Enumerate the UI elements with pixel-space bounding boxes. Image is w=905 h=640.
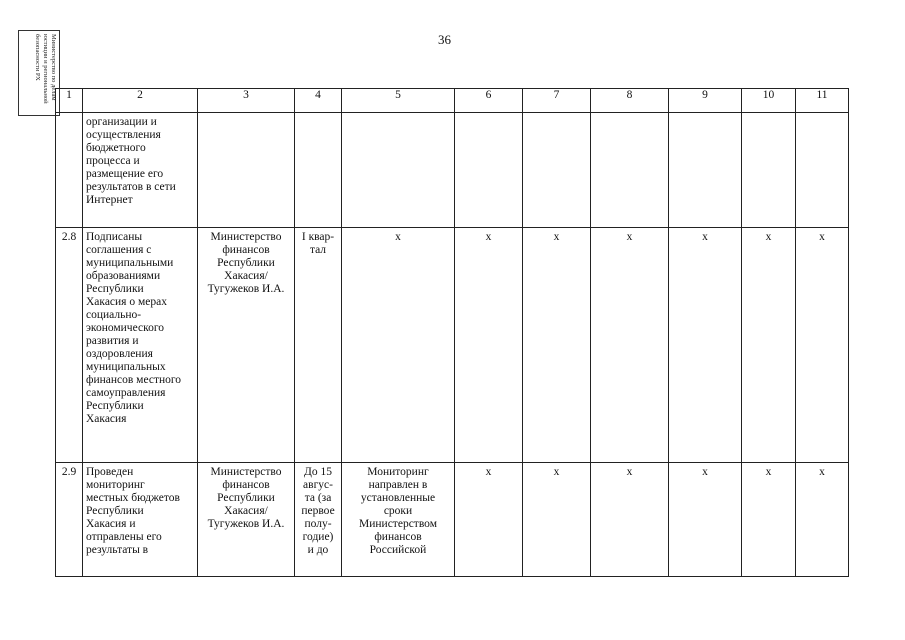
value-cell: x: [819, 231, 825, 243]
column-header: 10: [742, 89, 796, 113]
table-row: [56, 228, 849, 463]
value-cell: [742, 113, 795, 118]
responsible-text: Министерство финансов Республики Хакасия/ Тугужеков И.А.: [207, 231, 285, 295]
row-number: 2.9: [61, 466, 77, 478]
value-cell: [669, 113, 741, 118]
stamp-line: Министерство по делам: [50, 34, 57, 101]
column-header: 1: [56, 89, 83, 113]
header-row: [56, 89, 849, 113]
column-header: 7: [523, 89, 591, 113]
registration-stamp: [18, 30, 60, 116]
responsible-text: [198, 113, 294, 118]
deadline-text: [295, 113, 341, 118]
value-cell: x: [553, 231, 560, 243]
value-cell: [455, 113, 522, 118]
task-text: организации и осуществления бюджетного процесса и размещение его результатов в сети Интернет: [86, 116, 176, 206]
column-header: 3: [198, 89, 295, 113]
value-cell: x: [765, 231, 772, 243]
stamp-line: юстиции и региональной: [42, 34, 49, 104]
value-cell: x: [765, 466, 772, 478]
note-text: [342, 113, 454, 118]
value-cell: x: [553, 466, 560, 478]
task-text: Проведен мониторинг местных бюджетов Республики Хакасия и отправлены его результаты в: [86, 466, 180, 556]
page-number: 36: [438, 32, 451, 47]
table-row: [56, 113, 849, 228]
value-cell: x: [702, 466, 708, 478]
value-cell: [523, 113, 590, 118]
column-header: 11: [796, 89, 849, 113]
value-cell: x: [485, 231, 492, 243]
value-cell: x: [702, 231, 708, 243]
value-cell: x: [819, 466, 825, 478]
value-cell: x: [626, 466, 633, 478]
column-header: 5: [342, 89, 455, 113]
column-header: 9: [669, 89, 742, 113]
column-header: 2: [83, 89, 198, 113]
row-number: 2.8: [61, 231, 77, 243]
value-cell: x: [485, 466, 492, 478]
responsible-text: Министерство финансов Республики Хакасия/ Тугужеков И.А.: [207, 466, 285, 530]
deadline-text: I квар- тал: [301, 231, 335, 256]
note-text: Мониторинг направлен в установленные сроки Министерством финансов Российской: [359, 466, 437, 556]
row-number: [56, 113, 82, 118]
plan-table: [55, 88, 849, 577]
value-cell: [796, 113, 848, 118]
stamp-line: безопасности РХ: [34, 34, 41, 81]
value-cell: x: [626, 231, 633, 243]
column-header: 6: [455, 89, 523, 113]
column-header: 8: [591, 89, 669, 113]
value-cell: [591, 113, 668, 118]
column-header: 4: [295, 89, 342, 113]
task-text: Подписаны соглашения с муниципальными образованиями Республики Хакасия о мерах социально- экономического развития и оздоровления муниципальных финансов местного самоуправления Республики Хакасия: [86, 231, 182, 425]
note-text: x: [395, 231, 401, 243]
deadline-text: До 15 авгус- та (за первое полу- годие) и до: [301, 466, 335, 556]
table-row: [56, 463, 849, 577]
